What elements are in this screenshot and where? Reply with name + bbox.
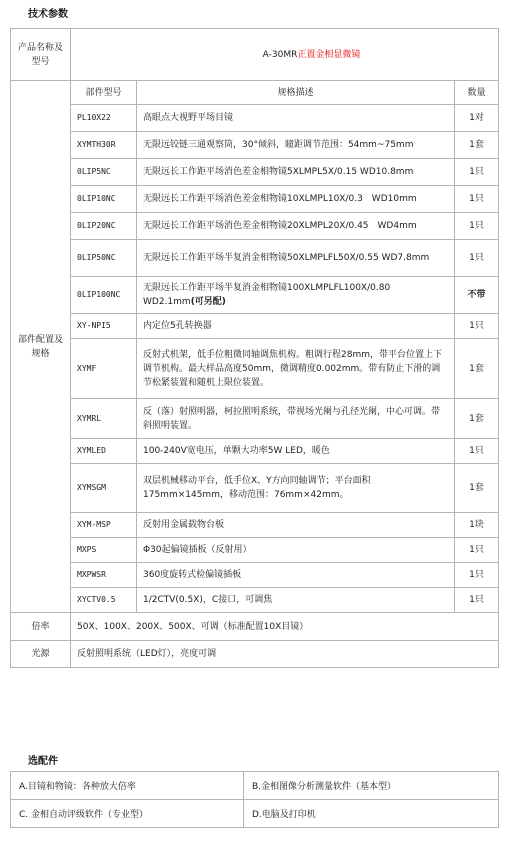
component-desc-text: Φ30起偏镜插板（反射用）	[143, 545, 252, 555]
component-code: MXPWSR	[71, 563, 137, 588]
spec-table	[10, 28, 499, 668]
component-row	[11, 538, 499, 563]
component-code: 0LIP20NC	[71, 213, 137, 240]
component-qty: 1对	[455, 105, 499, 132]
option-c: C. 金相自动评级软件（专业型）	[11, 800, 244, 828]
component-qty: 1只	[455, 538, 499, 563]
component-desc-text: 反射式机架，低手位粗微同轴调焦机构。粗调行程28mm，带平台位置上下调节机构。最大样品高度50mm，微调精度0.002mm。带有防止下滑的调节松紧装置和随机上限位装置。	[143, 349, 442, 388]
header-qty: 数量	[455, 81, 499, 105]
component-qty: 1套	[455, 132, 499, 159]
tech-params-title: 技术参数	[28, 9, 68, 20]
component-qty: 1只	[455, 213, 499, 240]
product-value	[71, 29, 499, 81]
component-qty: 1只	[455, 159, 499, 186]
component-row	[11, 186, 499, 213]
component-row	[11, 439, 499, 464]
component-desc	[137, 277, 455, 314]
component-desc-text: 无限远长工作距平场消色差金相物镜20XLMPL20X/0.45 WD4mm	[143, 221, 417, 231]
component-desc-text: 1/2CTV(0.5X)，C接口，可调焦	[143, 595, 273, 605]
component-row	[11, 588, 499, 613]
product-label: 产品名称及型号	[11, 29, 71, 81]
config-label: 部件配置及规格	[11, 81, 71, 613]
component-code: 0LIP5NC	[71, 159, 137, 186]
component-desc-text: 双层机械移动平台，低手位X、Y方向同轴调节；平台面积175mm×145mm，移动范围：76mm×42mm。	[143, 476, 371, 500]
component-qty: 1只	[455, 588, 499, 613]
component-desc-text: 反（落）射照明器，柯拉照明系统，带视场光阑与孔径光阑，中心可调。带斜照明装置。	[143, 406, 441, 431]
component-row	[11, 277, 499, 314]
options-table	[10, 771, 499, 828]
component-code: XYMRL	[71, 399, 137, 439]
magnification-value: 50X、100X、200X、500X、可调（标准配置10X目镜）	[71, 613, 499, 641]
component-desc	[137, 588, 455, 613]
component-desc-text: 无限远长工作距平场半复消金相物镜100XLMPLFL100X/0.80 WD2.1mm	[143, 283, 391, 307]
component-row	[11, 464, 499, 513]
component-row	[11, 105, 499, 132]
component-row	[11, 339, 499, 399]
component-qty: 1只	[455, 240, 499, 277]
header-desc: 规格描述	[137, 81, 455, 105]
component-qty: 1套	[455, 399, 499, 439]
component-desc-text: 100-240V宽电压，单颗大功率5W LED，暖色	[143, 446, 330, 456]
component-desc-text: 无限远长工作距平场消色差金相物镜5XLMPL5X/0.15 WD10.8mm	[143, 167, 414, 177]
component-desc-text: 无限远长工作距平场半复消金相物镜50XLMPLFL50X/0.55 WD7.8mm	[143, 253, 430, 263]
component-qty: 1只	[455, 314, 499, 339]
component-qty: 1块	[455, 513, 499, 538]
component-code: PL10X22	[71, 105, 137, 132]
component-row	[11, 132, 499, 159]
option-b: B.金相图像分析测量软件（基本型）	[244, 772, 499, 800]
component-note: (可另配)	[190, 297, 226, 307]
component-desc	[137, 240, 455, 277]
component-qty: 1只	[455, 186, 499, 213]
options-title: 选配件	[28, 756, 58, 767]
light-value: 反射照明系统（LED灯），亮度可调	[71, 641, 499, 668]
component-row	[11, 159, 499, 186]
component-desc-text: 内定位5孔转换器	[143, 321, 212, 331]
component-code: 0LIP100NC	[71, 277, 137, 314]
magnification-label: 倍率	[11, 613, 71, 641]
component-desc	[137, 186, 455, 213]
component-code: XYMF	[71, 339, 137, 399]
component-row	[11, 399, 499, 439]
component-code: XYMLED	[71, 439, 137, 464]
component-desc-text: 360度旋转式检偏镜插板	[143, 570, 242, 580]
component-row	[11, 563, 499, 588]
component-code: MXPS	[71, 538, 137, 563]
component-desc	[137, 464, 455, 513]
component-desc-text: 反射用金属载物台板	[143, 520, 225, 530]
component-row	[11, 513, 499, 538]
component-row	[11, 314, 499, 339]
component-qty: 不带	[455, 277, 499, 314]
component-code: 0LIP10NC	[71, 186, 137, 213]
component-code: XYM-MSP	[71, 513, 137, 538]
component-code: 0LIP50NC	[71, 240, 137, 277]
component-code: XYMSGM	[71, 464, 137, 513]
component-desc-text: 无限远长工作距平场消色差金相物镜10XLMPL10X/0.3 WD10mm	[143, 194, 417, 204]
component-code: XYMTH30R	[71, 132, 137, 159]
component-code: XYCTV0.5	[71, 588, 137, 613]
component-desc	[137, 538, 455, 563]
header-row	[11, 81, 499, 105]
component-qty: 1套	[455, 339, 499, 399]
option-d: D.电脑及打印机	[244, 800, 499, 828]
component-desc	[137, 159, 455, 186]
component-desc	[137, 563, 455, 588]
component-desc	[137, 105, 455, 132]
component-desc	[137, 339, 455, 399]
option-a: A.目镜和物镜：各种放大倍率	[11, 772, 244, 800]
magnification-row	[11, 613, 499, 641]
component-desc	[137, 399, 455, 439]
light-row	[11, 641, 499, 668]
component-qty: 1只	[455, 563, 499, 588]
component-qty: 1只	[455, 439, 499, 464]
component-desc	[137, 513, 455, 538]
component-code: XY-NPI5	[71, 314, 137, 339]
component-qty: 1套	[455, 464, 499, 513]
component-desc	[137, 314, 455, 339]
component-row	[11, 213, 499, 240]
product-model: A-30MR	[262, 49, 298, 60]
component-desc	[137, 439, 455, 464]
component-desc	[137, 132, 455, 159]
component-row	[11, 240, 499, 277]
product-row	[11, 29, 499, 81]
component-desc	[137, 213, 455, 240]
header-part: 部件型号	[71, 81, 137, 105]
component-desc-text: 高眼点大视野平场目镜	[143, 113, 234, 123]
product-name: 正置金相显微镜	[297, 49, 361, 60]
light-label: 光源	[11, 641, 71, 668]
component-desc-text: 无限远铰链三通观察筒，30°倾斜，瞳距调节范围：54mm~75mm	[143, 140, 414, 150]
